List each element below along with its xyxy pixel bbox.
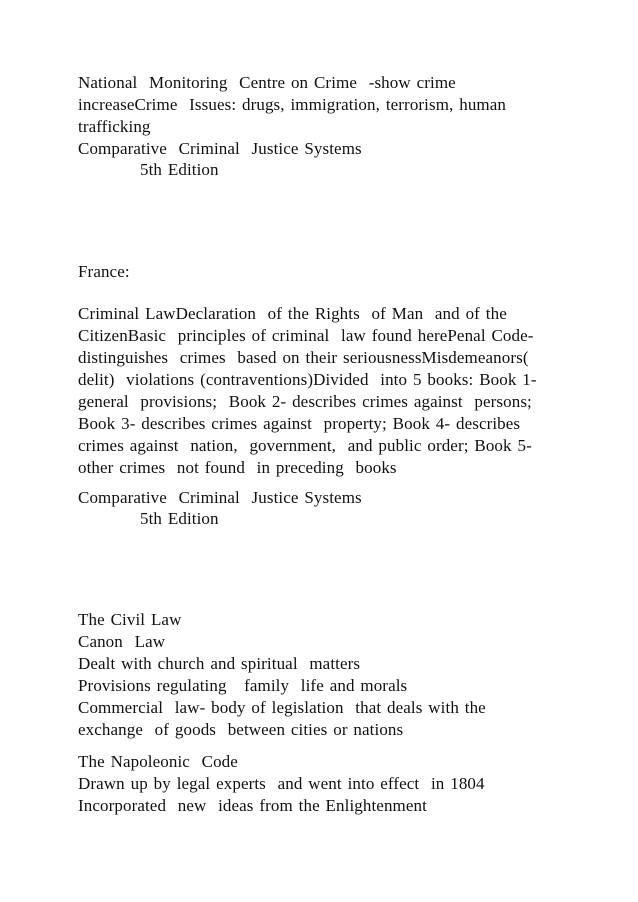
body-line: Criminal LawDeclaration of the Rights of Man and of the (78, 304, 507, 323)
slide-title: Comparative Criminal Justice Systems (78, 488, 362, 507)
body-line: crimes against nation, government, and public order; Book 5- (78, 436, 532, 455)
body-line: delit) violations (contraventions)Divided into 5 books: Book 1- (78, 370, 537, 389)
body-line: Dealt with church and spiritual matters (78, 654, 361, 673)
body-line: CitizenBasic principles of criminal law found herePenal Code- (78, 326, 534, 345)
slide-title: Comparative Criminal Justice Systems (78, 139, 362, 158)
section-heading-civil-law: The Civil Law (78, 610, 182, 629)
body-line: trafficking (78, 117, 151, 136)
body-line: distinguishes crimes based on their seriousnessMisdemeanors( (78, 348, 529, 367)
section-heading-napoleonic-code: The Napoleonic Code (78, 752, 238, 771)
body-line: exchange of goods between cities or nations (78, 720, 404, 739)
body-line: Incorporated new ideas from the Enlightenment (78, 796, 427, 815)
body-line: general provisions; Book 2- describes crimes against persons; (78, 392, 532, 411)
body-line: increaseCrime Issues: drugs, immigration, terrorism, human (78, 95, 507, 114)
body-line: National Monitoring Centre on Crime -show crime (78, 73, 456, 92)
body-line: Canon Law (78, 632, 166, 651)
body-line: Commercial law- body of legislation that deals with the (78, 698, 486, 717)
body-line: Drawn up by legal experts and went into effect in 1804 (78, 774, 485, 793)
section-heading-france: France: (78, 262, 130, 281)
body-line: Provisions regulating family life and morals (78, 676, 408, 695)
slide-edition: 5th Edition (140, 509, 219, 528)
body-line: Book 3- describes crimes against property; Book 4- describes (78, 414, 521, 433)
slide-edition: 5th Edition (140, 160, 219, 179)
body-line: other crimes not found in preceding books (78, 458, 397, 477)
